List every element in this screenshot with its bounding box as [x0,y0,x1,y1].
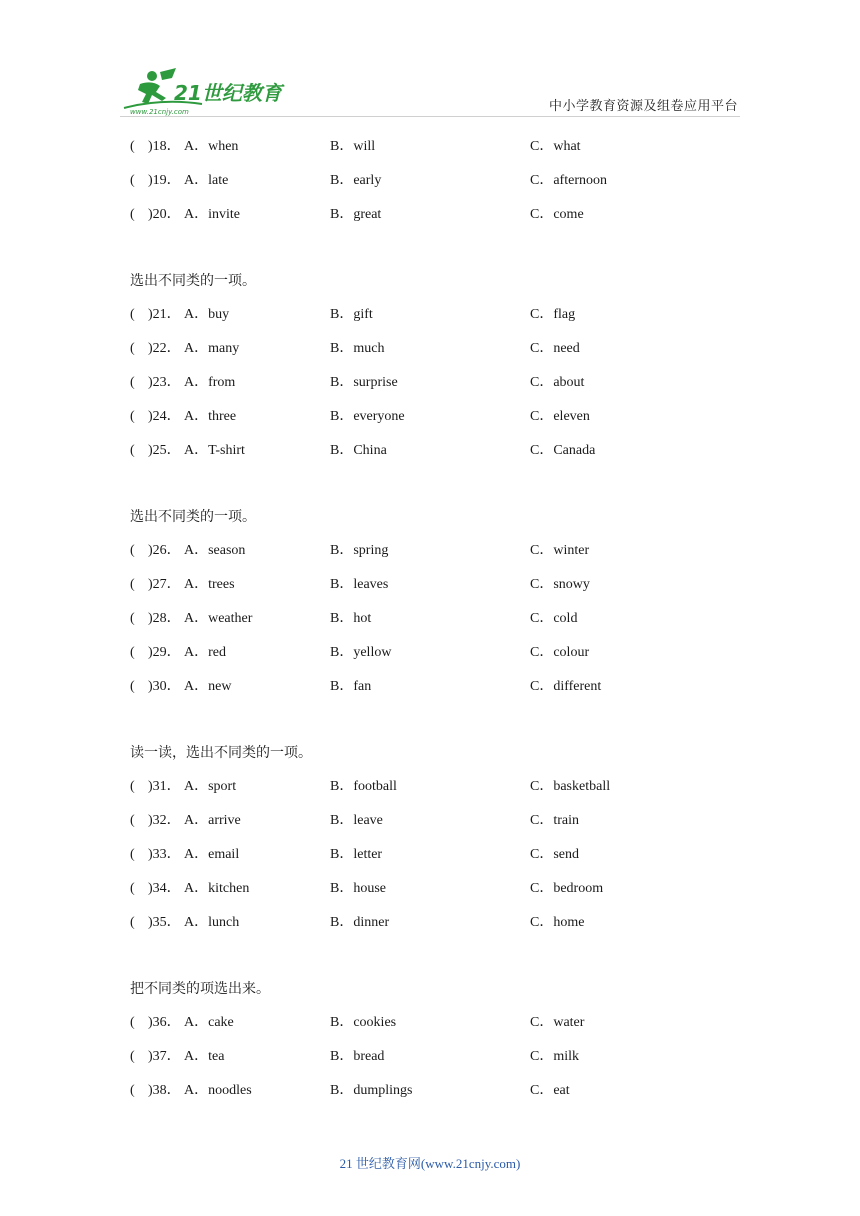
option-a: A．weather [184,611,253,626]
option-a: A．cake [184,1015,234,1030]
answer-blank[interactable]: ( [130,341,135,356]
option-a: A．invite [184,207,240,222]
option-a: A．red [184,645,226,660]
option-c: C．snowy [530,577,590,592]
option-c: C．afternoon [530,173,607,188]
question-list [130,134,750,1112]
header-divider [120,116,740,117]
answer-blank[interactable]: ( [130,847,135,862]
option-a: A．tea [184,1049,225,1064]
answer-blank[interactable]: ( [130,543,135,558]
question-number: )26． [148,543,181,558]
option-c: C．about [530,375,585,390]
option-c: C．different [530,679,602,694]
section-gap [130,944,750,976]
option-b: B．football [330,779,397,794]
answer-blank[interactable]: ( [130,679,135,694]
option-b: B．hot [330,611,372,626]
option-a: A．kitchen [184,881,250,896]
question-row [130,876,750,910]
question-row [130,202,750,236]
option-a: A．new [184,679,232,694]
answer-blank[interactable]: ( [130,611,135,626]
answer-blank[interactable]: ( [130,173,135,188]
option-b: B．leave [330,813,383,828]
question-number: )18． [148,139,181,154]
question-number: )22． [148,341,181,356]
question-number: )30． [148,679,181,694]
platform-title: 中小学教育资源及组卷应用平台 [549,98,739,113]
option-c: C．bedroom [530,881,604,896]
option-a: A．email [184,847,240,862]
question-number: )29． [148,645,181,660]
question-number: )27． [148,577,181,592]
question-section [130,944,750,1112]
site-logo [122,68,292,118]
option-a: A．three [184,409,237,424]
question-row [130,168,750,202]
option-c: C．water [530,1015,585,1030]
answer-blank[interactable]: ( [130,813,135,828]
option-a: A．season [184,543,246,558]
option-a: A．trees [184,577,235,592]
answer-blank[interactable]: ( [130,915,135,930]
logo-text: 21世纪教育 [174,81,282,105]
option-c: C．home [530,915,585,930]
option-c: C．colour [530,645,590,660]
option-c: C．need [530,341,580,356]
section-instruction: 读一读，选出不同类的一项。 [130,745,312,761]
answer-blank[interactable]: ( [130,139,135,154]
answer-blank[interactable]: ( [130,577,135,592]
option-a: A．when [184,139,239,154]
option-a: A．from [184,375,236,390]
option-c: C．eleven [530,409,590,424]
question-row [130,1010,750,1044]
question-number: )33． [148,847,181,862]
option-a: A．T-shirt [184,443,245,458]
answer-blank[interactable]: ( [130,1083,135,1098]
option-b: B．cookies [330,1015,397,1030]
option-a: A．many [184,341,240,356]
question-section [130,134,750,236]
question-number: )37． [148,1049,181,1064]
question-row [130,674,750,708]
question-number: )34． [148,881,181,896]
question-row [130,910,750,944]
page-footer: 21 世纪教育网(www.21cnjy.com) [339,1156,521,1171]
question-number: )25． [148,443,181,458]
option-b: B．gift [330,307,373,322]
option-b: B．early [330,173,382,188]
option-b: B．house [330,881,386,896]
option-b: B．spring [330,543,389,558]
logo-url: www.21cnjy.com [130,108,189,116]
question-number: )31． [148,779,181,794]
answer-blank[interactable]: ( [130,207,135,222]
question-row [130,1044,750,1078]
question-number: )35． [148,915,181,930]
answer-blank[interactable]: ( [130,1049,135,1064]
option-a: A．late [184,173,229,188]
logo-flag [160,68,176,80]
option-c: C．cold [530,611,578,626]
question-row [130,808,750,842]
question-number: )28． [148,611,181,626]
section-instruction: 把不同类的项选出来。 [130,981,270,997]
option-c: C．milk [530,1049,580,1064]
question-row [130,842,750,876]
question-number: )19． [148,173,181,188]
logo-head [147,71,157,81]
option-b: B．leaves [330,577,389,592]
question-row [130,538,750,572]
logo-graphic [122,68,292,118]
option-c: C．winter [530,543,590,558]
answer-blank[interactable]: ( [130,307,135,322]
option-b: B．bread [330,1049,385,1064]
option-c: C．what [530,139,581,154]
option-b: B．China [330,443,387,458]
answer-blank[interactable]: ( [130,645,135,660]
option-c: C．train [530,813,579,828]
question-row [130,640,750,674]
question-number: )20． [148,207,181,222]
option-c: C．basketball [530,779,611,794]
question-row [130,572,750,606]
section-instruction: 选出不同类的一项。 [130,509,256,525]
option-a: A．noodles [184,1083,252,1098]
option-a: A．sport [184,779,237,794]
option-b: B．great [330,207,382,222]
question-number: )24． [148,409,181,424]
question-number: )38． [148,1083,181,1098]
option-b: B．fan [330,679,372,694]
option-c: C．send [530,847,579,862]
question-row [130,438,750,472]
option-a: A．buy [184,307,230,322]
section-gap [130,472,750,504]
option-c: C．come [530,207,584,222]
option-b: B．everyone [330,409,405,424]
question-row [130,336,750,370]
question-number: )23． [148,375,181,390]
option-a: A．arrive [184,813,241,828]
option-b: B．much [330,341,385,356]
question-section [130,472,750,708]
question-row [130,134,750,168]
question-row [130,774,750,808]
section-gap [130,708,750,740]
question-section [130,236,750,472]
question-row [130,370,750,404]
question-row [130,606,750,640]
option-b: B．yellow [330,645,392,660]
option-b: B．letter [330,847,383,862]
option-c: C．Canada [530,443,596,458]
option-c: C．eat [530,1083,570,1098]
question-number: )32． [148,813,181,828]
answer-blank[interactable]: ( [130,409,135,424]
question-section [130,708,750,944]
logo-runner-body [138,82,166,104]
question-number: )36． [148,1015,181,1030]
question-row [130,1078,750,1112]
section-gap [130,236,750,268]
question-row [130,404,750,438]
question-number: )21． [148,307,181,322]
answer-blank[interactable]: ( [130,375,135,390]
option-b: B．will [330,139,376,154]
option-b: B．dumplings [330,1083,413,1098]
page-header [0,0,860,125]
option-b: B．surprise [330,375,398,390]
question-row [130,302,750,336]
answer-blank[interactable]: ( [130,881,135,896]
answer-blank[interactable]: ( [130,1015,135,1030]
answer-blank[interactable]: ( [130,443,135,458]
option-b: B．dinner [330,915,390,930]
option-c: C．flag [530,307,576,322]
option-a: A．lunch [184,915,240,930]
section-instruction: 选出不同类的一项。 [130,273,256,289]
answer-blank[interactable]: ( [130,779,135,794]
